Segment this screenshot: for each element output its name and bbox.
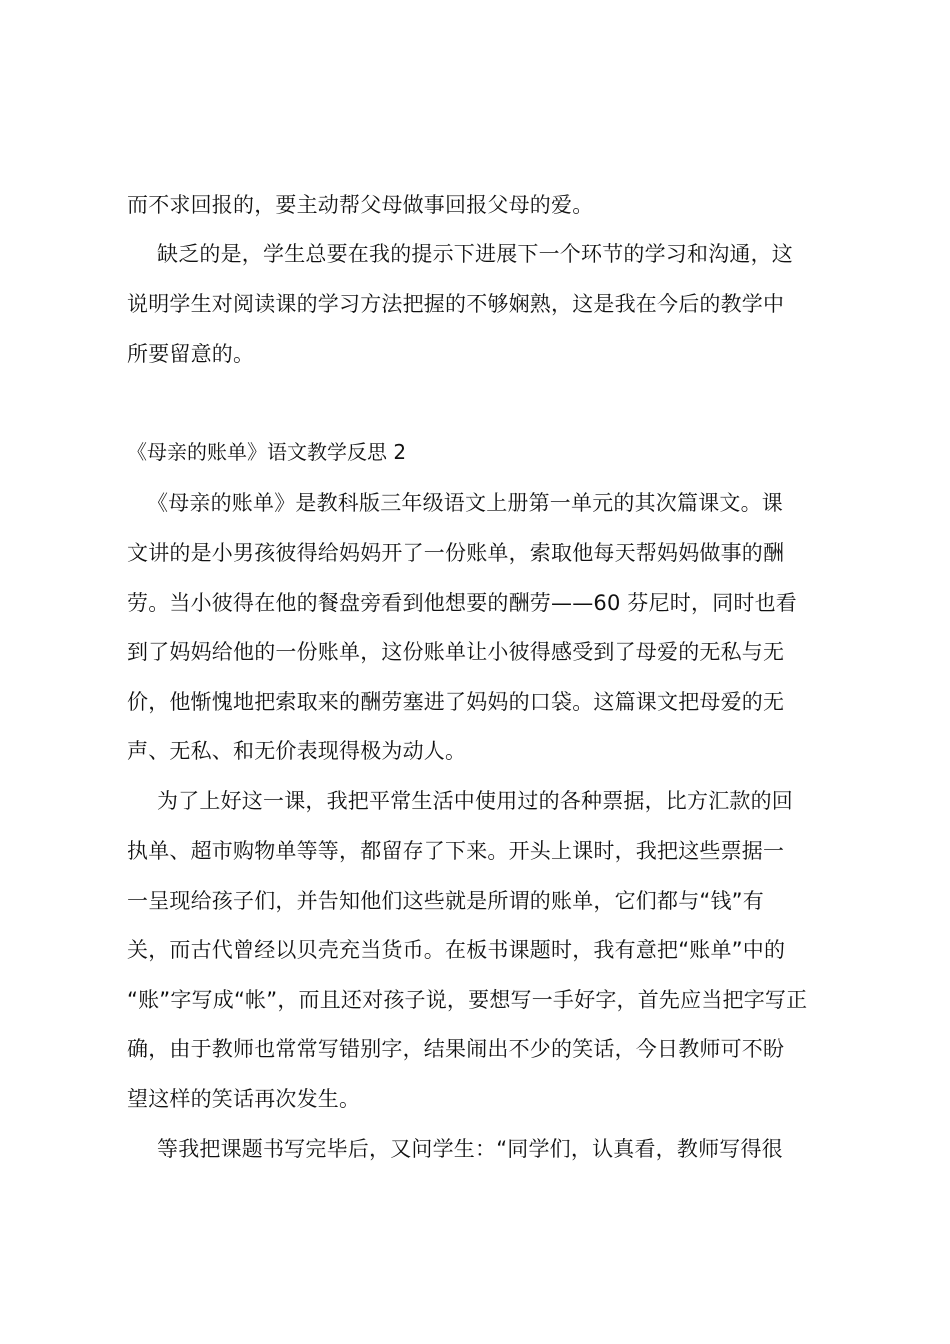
section-heading: 《母亲的账单》语文教学反思 2	[127, 440, 407, 464]
paragraph-4-line-7: 望这样的笑话再次发生。	[127, 1087, 361, 1111]
paragraph-4-line-5: “账”字写成“帐”，而且还对孩子说，要想写一手好字，首先应当把字写正	[127, 988, 808, 1012]
paragraph-2-line-3: 所要留意的。	[127, 342, 255, 366]
paragraph-3-line-6: 声、无私、和无价表现得极为动人。	[127, 739, 467, 763]
paragraph-2-line-2: 说明学生对阅读课的学习方法把握的不够娴熟，这是我在今后的教学中	[127, 292, 785, 316]
paragraph-3-line-3: 劳。当小彼得在他的餐盘旁看到他想要的酬劳——60 芬尼时，同时也看	[127, 591, 797, 615]
paragraph-1-line-1: 而不求回报的，要主动帮父母做事回报父母的爱。	[127, 193, 594, 217]
paragraph-4-line-6: 确，由于教师也常常写错别字，结果闹出不少的笑话，今日教师可不盼	[127, 1037, 785, 1061]
paragraph-2-line-1: 缺乏的是，学生总要在我的提示下进展下一个环节的学习和沟通，这	[157, 242, 793, 266]
paragraph-3-line-1: 《母亲的账单》是教科版三年级语文上册第一单元的其次篇课文。课	[147, 491, 783, 515]
paragraph-5-line-1: 等我把课题书写完毕后，又问学生：“同学们，认真看，教师写得很	[157, 1137, 783, 1161]
paragraph-4-line-2: 执单、超市购物单等等，都留存了下来。开头上课时，我把这些票据一	[127, 839, 785, 863]
paragraph-4-line-4: 关，而古代曾经以贝壳充当货币。在板书课题时，我有意把“账单”中的	[127, 938, 786, 962]
paragraph-4-line-1: 为了上好这一课，我把平常生活中使用过的各种票据，比方汇款的回	[157, 789, 793, 813]
paragraph-3-line-5: 价，他惭愧地把索取来的酬劳塞进了妈妈的口袋。这篇课文把母爱的无	[127, 690, 785, 714]
paragraph-3-line-2: 文讲的是小男孩彼得给妈妈开了一份账单，索取他每天帮妈妈做事的酬	[127, 541, 785, 565]
paragraph-4-line-3: 一呈现给孩子们，并告知他们这些就是所谓的账单，它们都与“钱”有	[127, 889, 764, 913]
paragraph-3-line-4: 到了妈妈给他的一份账单，这份账单让小彼得感受到了母爱的无私与无	[127, 640, 785, 664]
